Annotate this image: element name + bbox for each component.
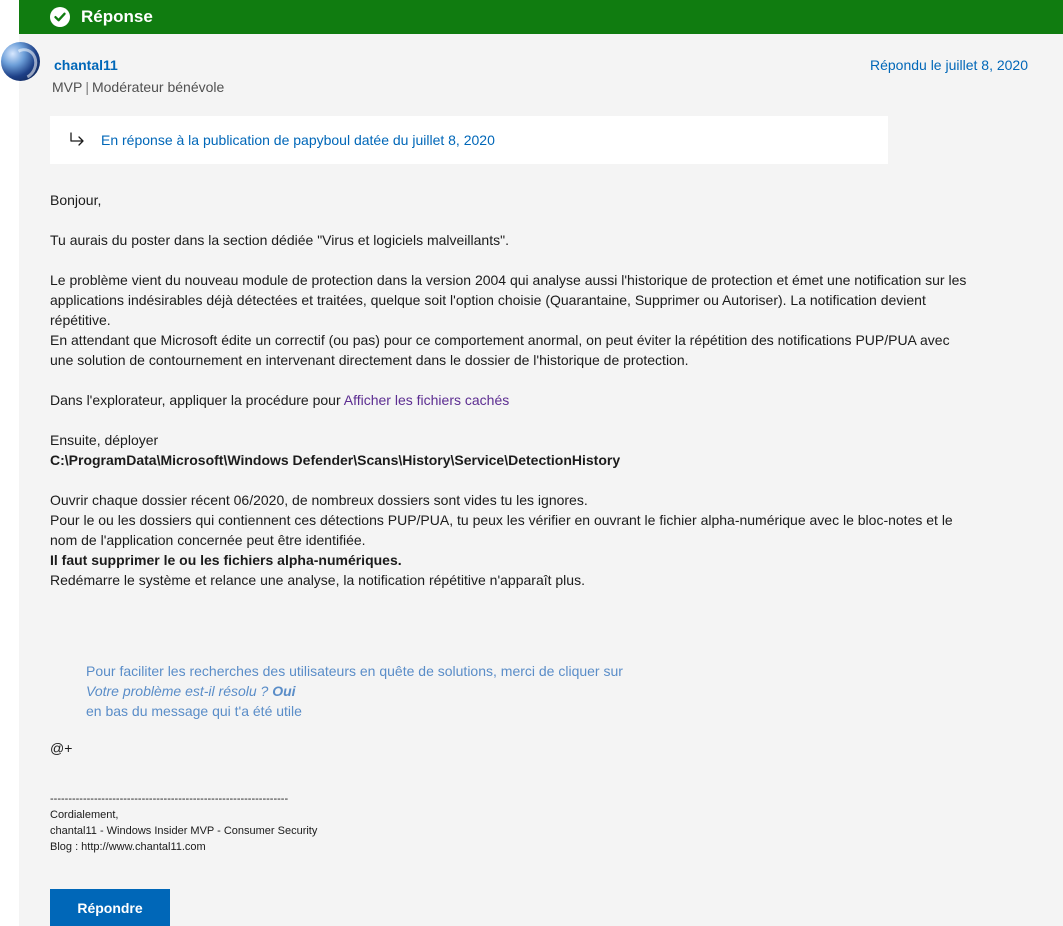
in-reply-to-box (50, 116, 888, 164)
body-line: Pour le ou les dossiers qui contiennent ces détections PUP/PUA, tu peux les vérifier en ouvrant le fichier alpha-numérique avec le bloc-notes et le (50, 512, 953, 528)
check-circle-icon (50, 7, 70, 27)
tip-line: Pour faciliter les recherches des utilisateurs en quête de solutions, merci de cliquer sur (86, 663, 623, 679)
tip-line: en bas du message qui t'a été utile (86, 703, 302, 719)
body-line: applications indésirables déjà détectées et traitées, quelque soit l'option choisie (Quarantaine, Supprimer ou Autoriser). La notification devient (50, 292, 926, 308)
signature (50, 791, 317, 855)
tip-line (86, 681, 623, 701)
body-paragraph: Tu aurais du poster dans la section dédiée "Virus et logiciels malveillants". (50, 232, 509, 248)
solution-tip (86, 661, 623, 721)
body-bold-instruction: Il faut supprimer le ou les fichiers alpha-numériques. (50, 552, 402, 568)
role-separator: | (85, 79, 89, 95)
in-reply-to-link[interactable]: En réponse à la publication de papyboul datée du juillet 8, 2020 (101, 132, 495, 148)
signature-divider: ----------------------------------------------------------------- (50, 793, 289, 805)
role-label: Modérateur bénévole (91, 79, 225, 95)
detection-history-path: C:\ProgramData\Microsoft\Windows Defender\Scans\History\Service\DetectionHistory (50, 452, 621, 468)
greeting: Bonjour, (50, 192, 102, 208)
banner-title: Réponse (81, 7, 153, 26)
body-line: Ouvrir chaque dossier récent 06/2020, de nombreux dossiers sont vides tu les ignores. (50, 492, 588, 508)
body-line: Ensuite, déployer (50, 432, 159, 448)
signature-line: Cordialement, (50, 809, 119, 821)
reply-button[interactable]: Répondre (50, 889, 170, 926)
body-line: une solution de contournement en intervenant directement dans le dossier de l'historique de protection. (50, 352, 689, 368)
author-role (52, 79, 224, 95)
body-line: Redémarre le système et relance une analyse, la notification répétitive n'apparaît plus. (50, 572, 585, 588)
tip-italic: Votre problème est-il résolu ? (86, 683, 273, 699)
mvp-badge: MVP (52, 79, 83, 95)
body-line: répétitive. (50, 312, 111, 328)
answer-body (50, 190, 1040, 590)
sign-off: @+ (50, 740, 73, 756)
signature-line: chantal11 - Windows Insider MVP - Consumer Security (50, 825, 318, 837)
body-text: Dans l'explorateur, appliquer la procédure pour (50, 392, 344, 408)
body-line: nom de l'application concernée peut être identifiée. (50, 532, 366, 548)
answer-banner (19, 0, 1063, 34)
hidden-files-link[interactable]: Afficher les fichiers cachés (343, 392, 510, 408)
body-line: En attendant que Microsoft édite un correctif (ou pas) pour ce comportement anormal, on peut éviter la répétition des notifications PUP/PUA avec (50, 332, 950, 348)
author-username[interactable]: chantal11 (54, 57, 118, 73)
replied-date[interactable]: Répondu le juillet 8, 2020 (869, 57, 1028, 73)
avatar[interactable] (1, 42, 40, 81)
tip-yes: Oui (272, 683, 296, 699)
reply-arrow-icon (68, 131, 86, 149)
body-paragraph (50, 390, 1040, 410)
signature-line: Blog : http://www.chantal11.com (50, 841, 206, 853)
body-line: Le problème vient du nouveau module de protection dans la version 2004 qui analyse aussi l'historique de protection et émet une notification sur les (50, 272, 967, 288)
